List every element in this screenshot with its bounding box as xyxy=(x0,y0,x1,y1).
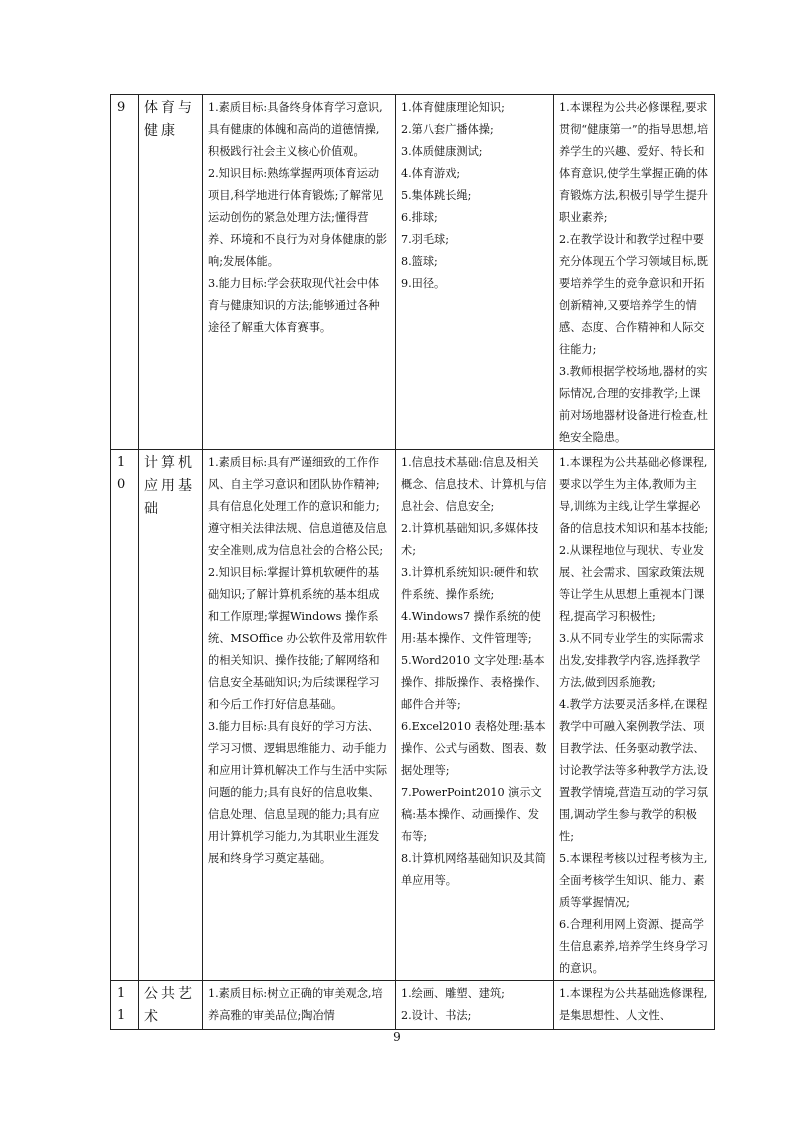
content-item: 3.计算机系统知识:硬件和软件系统、操作系统; xyxy=(401,566,539,601)
content-item: 6.排球; xyxy=(401,211,438,224)
table-row xyxy=(111,981,715,1030)
content-item: 7.PowerPoint2010 演示文稿:基本操作、动画操作、发布等; xyxy=(401,786,542,843)
goal-item: 3.能力目标:具有良好的学习方法、学习习惯、逻辑思维能力、动手能力和应用计算机解决工作与生活中实际问题的能力;具有良好的信息收集、信息处理、信息呈现的能力;具有应用计算机学习能力,为其职业生涯发展和终身学习奠定基础。 xyxy=(208,720,388,865)
content-item: 5.集体跳长绳; xyxy=(401,189,472,202)
content-item: 6.Excel2010 表格处理:基本操作、公式与函数、图表、数据处理等; xyxy=(401,720,547,777)
course-goals xyxy=(203,450,396,981)
content-item: 9.田径。 xyxy=(401,277,446,290)
requirement-item: 3.从不同专业学生的实际需求出发,安排教学内容,选择教学方法,做到因系施教; xyxy=(559,632,704,689)
course-contents xyxy=(396,95,554,450)
content-item: 5.Word2010 文字处理:基本操作、排版操作、表格操作、邮件合并等; xyxy=(401,654,547,711)
row-number: 11 xyxy=(111,981,139,1030)
table-row xyxy=(111,95,715,450)
content-item: 1.体育健康理论知识; xyxy=(401,101,505,114)
content-item: 2.第八套广播体操; xyxy=(401,123,494,136)
course-name: 计算机应用基础 xyxy=(139,450,203,981)
teaching-requirements xyxy=(554,981,715,1030)
content-item: 4.Windows7 操作系统的使用:基本操作、文件管理等; xyxy=(401,610,541,645)
goal-item: 1.素质目标:树立正确的审美观念,培养高雅的审美品位;陶冶情 xyxy=(208,987,383,1022)
course-goals xyxy=(203,95,396,450)
course-goals xyxy=(203,981,396,1030)
requirement-item: 3.教师根据学校场地,器材的实际情况,合理的安排教学;上课前对场地器材设备进行检查,杜绝安全隐患。 xyxy=(559,365,708,444)
course-contents xyxy=(396,450,554,981)
requirement-item: 1.本课程为公共基础必修课程,要求以学生为主体,教师为主导,训练为主线,让学生掌握必备的信息技术知识和基本技能; xyxy=(559,456,709,535)
content-item: 8.计算机网络基础知识及其简单应用等。 xyxy=(401,852,546,887)
requirement-item: 1.本课程为公共必修课程,要求贯彻“健康第一”的指导思想,培养学生的兴趣、爱好、特长和体育意识,使学生掌握正确的体育锻炼方法,积极引导学生提升职业素养; xyxy=(559,101,709,224)
row-number: 10 xyxy=(111,450,139,981)
goal-item: 1.素质目标:具备终身体育学习意识,具有健康的体魄和高尚的道德情操,积极践行社会主义核心价值观。 xyxy=(208,101,383,158)
teaching-requirements xyxy=(554,450,715,981)
requirement-item: 4.教学方法要灵活多样,在课程教学中可融入案例教学法、项目教学法、任务驱动教学法、讨论教学法等多种教学方法,设置教学情境,营造互动的学习氛围,调动学生参与教学的积极性; xyxy=(559,698,708,843)
content-item: 1.信息技术基础:信息及相关概念、信息技术、计算机与信息社会、信息安全; xyxy=(401,456,547,513)
requirement-item: 2.从课程地位与现状、专业发展、社会需求、国家政策法规等让学生从思想上重视本门课程,提高学习积极性; xyxy=(559,544,705,623)
course-contents xyxy=(396,981,554,1030)
page-number: 9 xyxy=(393,1030,401,1044)
course-name: 公共艺术 xyxy=(139,981,203,1030)
requirement-item: 1.本课程为公共基础选修课程,是集思想性、人文性、 xyxy=(559,987,708,1022)
content-item: 2.设计、书法; xyxy=(401,1009,472,1022)
table-row xyxy=(111,450,715,981)
course-table xyxy=(110,94,715,1030)
content-item: 3.体质健康测试; xyxy=(401,145,483,158)
goal-item: 2.知识目标:熟练掌握两项体育运动项目,科学地进行体育锻炼;了解常见运动创伤的紧急处理方法;懂得营养、环境和不良行为对身体健康的影响;发展体能。 xyxy=(208,167,388,268)
content-item: 4.体育游戏; xyxy=(401,167,461,180)
row-number: 9 xyxy=(111,95,139,450)
requirement-item: 5.本课程考核以过程考核为主,全面考核学生知识、能力、素质等掌握情况; xyxy=(559,852,708,909)
teaching-requirements xyxy=(554,95,715,450)
content-item: 2.计算机基础知识,多媒体技术; xyxy=(401,522,539,557)
content-item: 1.绘画、雕塑、建筑; xyxy=(401,987,505,1000)
course-name: 体育与健康 xyxy=(139,95,203,450)
content-item: 8.篮球; xyxy=(401,255,438,268)
goal-item: 1.素质目标:具有严谨细致的工作作风、自主学习意识和团队协作精神;具有信息化处理工作的意识和能力;遵守相关法律法规、信息道德及信息安全准则,成为信息社会的合格公民; xyxy=(208,456,388,557)
goal-item: 2.知识目标:掌握计算机软硬件的基础知识;了解计算机系统的基本组成和工作原理;掌握Windows 操作系统、MSOffice 办公软件及常用软件的相关知识、操作技能;了解网络和信息安全基础知识;为后续课程学习和今后工作打好信息基础。 xyxy=(208,566,388,711)
goal-item: 3.能力目标:学会获取现代社会中体育与健康知识的方法;能够通过各种途径了解重大体育赛事。 xyxy=(208,277,380,334)
content-item: 7.羽毛球; xyxy=(401,233,450,246)
requirement-item: 2.在教学设计和教学过程中要充分体现五个学习领域目标,既要培养学生的竞争意识和开拓创新精神,又要培养学生的情感、态度、合作精神和人际交往能力; xyxy=(559,233,708,356)
requirement-item: 6.合理利用网上资源、提高学生信息素养,培养学生终身学习的意识。 xyxy=(559,918,708,975)
